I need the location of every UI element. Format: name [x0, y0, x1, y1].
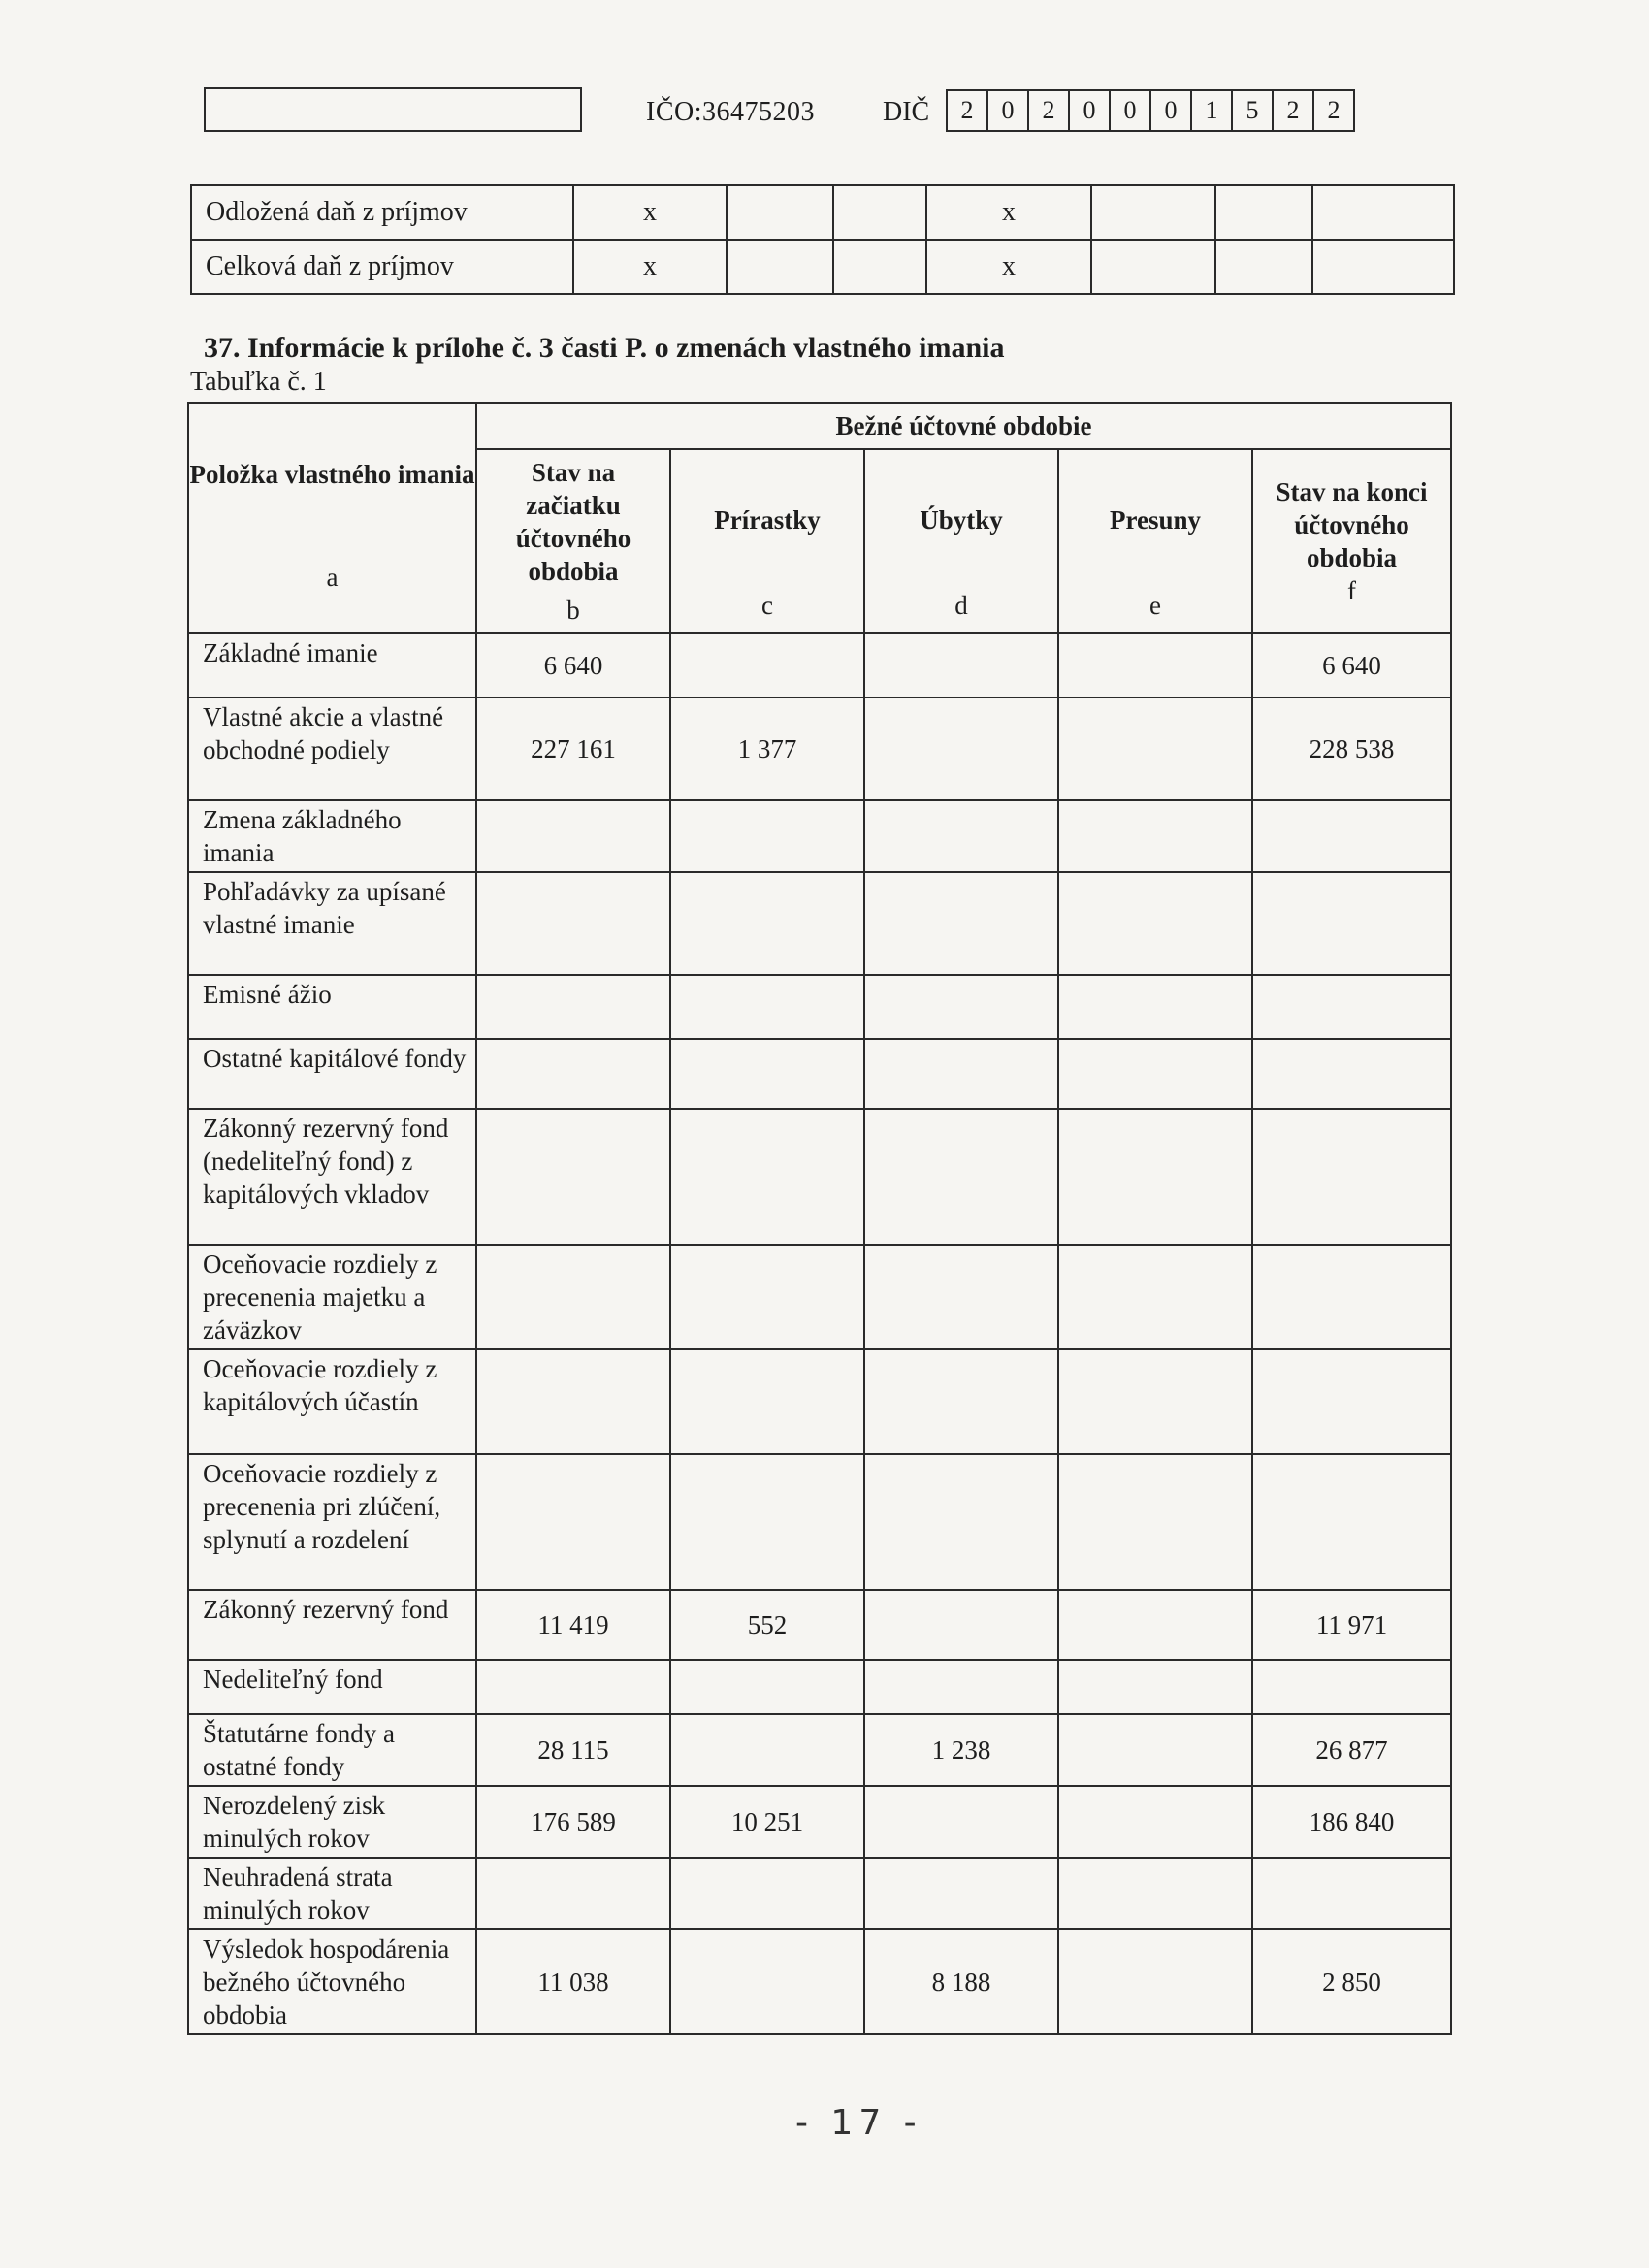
- cell-transfers: [1058, 697, 1252, 800]
- table-row: [188, 697, 1451, 800]
- cell-closing-balance: 186 840: [1252, 1786, 1451, 1858]
- cell-transfers: [1058, 1858, 1252, 1929]
- cell-opening-balance: [476, 872, 670, 975]
- col-letter: c: [761, 591, 773, 620]
- cell-increases: [670, 1245, 864, 1349]
- row-label: Celková daň z príjmov: [191, 240, 573, 294]
- cell-opening-balance: [476, 1454, 670, 1590]
- table-row: [188, 872, 1451, 975]
- cell-empty: [727, 240, 833, 294]
- cell-closing-balance: [1252, 1245, 1451, 1349]
- cell-transfers: [1058, 1109, 1252, 1245]
- cell-empty: [1091, 240, 1215, 294]
- row-label: Oceňovacie rozdiely z precenenia pri zlúčení, splynutí a rozdelení: [188, 1454, 476, 1590]
- cell-closing-balance: [1252, 1660, 1451, 1714]
- cell-transfers: [1058, 633, 1252, 697]
- cell-decreases: [864, 1039, 1058, 1109]
- col-c-header-text: Prírastky: [714, 505, 821, 535]
- cell-decreases: [864, 1660, 1058, 1714]
- row-label: Výsledok hospodárenia bežného účtovného obdobia: [188, 1929, 476, 2034]
- row-label: Oceňovacie rozdiely z precenenia majetku a záväzkov: [188, 1245, 476, 1349]
- row-label: Štatutárne fondy a ostatné fondy: [188, 1714, 476, 1786]
- dic-digit: 0: [1111, 89, 1151, 132]
- cell-opening-balance: 176 589: [476, 1786, 670, 1858]
- cell-transfers: [1058, 1929, 1252, 2034]
- table-row: [188, 633, 1451, 697]
- cell-increases: [670, 1929, 864, 2034]
- dic-digit: 1: [1192, 89, 1233, 132]
- row-label: Ostatné kapitálové fondy: [188, 1039, 476, 1109]
- cell-increases: [670, 872, 864, 975]
- col-e-header: [1058, 449, 1252, 633]
- cell-closing-balance: [1252, 872, 1451, 975]
- table-row: [188, 1454, 1451, 1590]
- table-row: [191, 185, 1454, 240]
- cell-decreases: [864, 975, 1058, 1039]
- cell-opening-balance: [476, 1039, 670, 1109]
- row-label: Vlastné akcie a vlastné obchodné podiely: [188, 697, 476, 800]
- cell-closing-balance: [1252, 975, 1451, 1039]
- col-letter: e: [1149, 591, 1161, 620]
- cell-empty: [1312, 240, 1454, 294]
- col-letter: f: [1347, 576, 1356, 605]
- col-letter: d: [954, 591, 968, 620]
- dic-digit: 2: [1029, 89, 1070, 132]
- cell-decreases: [864, 800, 1058, 872]
- row-label: Pohľadávky za upísané vlastné imanie: [188, 872, 476, 975]
- cell-opening-balance: [476, 800, 670, 872]
- table-row: [188, 1039, 1451, 1109]
- cell-transfers: [1058, 975, 1252, 1039]
- cell-closing-balance: [1252, 1109, 1451, 1245]
- cell-transfers: [1058, 1349, 1252, 1454]
- cell-transfers: [1058, 1714, 1252, 1786]
- cell-closing-balance: 2 850: [1252, 1929, 1451, 2034]
- cell-increases: [670, 1660, 864, 1714]
- col-d-header: [864, 449, 1058, 633]
- table-row: [188, 1590, 1451, 1660]
- table-row: [188, 1660, 1451, 1714]
- dic-digit-boxes: [946, 89, 1355, 132]
- col-letter: a: [326, 563, 339, 592]
- row-label: Nerozdelený zisk minulých rokov: [188, 1786, 476, 1858]
- table-row: [188, 800, 1451, 872]
- cell-increases: [670, 1039, 864, 1109]
- cell-empty: [833, 185, 926, 240]
- cell-empty: [1215, 185, 1312, 240]
- cell-empty: [727, 185, 833, 240]
- cell-decreases: [864, 1590, 1058, 1660]
- row-label: Zákonný rezervný fond: [188, 1590, 476, 1660]
- cell-mark: x: [926, 240, 1091, 294]
- cell-increases: [670, 975, 864, 1039]
- cell-closing-balance: 6 640: [1252, 633, 1451, 697]
- cell-decreases: [864, 697, 1058, 800]
- row-label: Základné imanie: [188, 633, 476, 697]
- cell-increases: [670, 1109, 864, 1245]
- col-f-header-text: Stav na konci účtovného obdobia: [1276, 477, 1428, 572]
- cell-increases: [670, 1454, 864, 1590]
- cell-opening-balance: 11 038: [476, 1929, 670, 2034]
- cell-closing-balance: [1252, 1039, 1451, 1109]
- cell-mark: x: [926, 185, 1091, 240]
- cell-opening-balance: 6 640: [476, 633, 670, 697]
- dic-digit: 0: [1151, 89, 1192, 132]
- cell-closing-balance: [1252, 1454, 1451, 1590]
- cell-closing-balance: [1252, 800, 1451, 872]
- cell-opening-balance: [476, 1109, 670, 1245]
- row-label: Neuhradená strata minulých rokov: [188, 1858, 476, 1929]
- cell-closing-balance: [1252, 1349, 1451, 1454]
- table-row: [188, 1858, 1451, 1929]
- cell-empty: [833, 240, 926, 294]
- cell-decreases: [864, 1454, 1058, 1590]
- row-label: Zmena základného imania: [188, 800, 476, 872]
- cell-transfers: [1058, 1039, 1252, 1109]
- cell-opening-balance: [476, 1349, 670, 1454]
- table-row: [188, 1786, 1451, 1858]
- table-row: [188, 1109, 1451, 1245]
- cell-opening-balance: [476, 1660, 670, 1714]
- cell-decreases: [864, 1349, 1058, 1454]
- cell-opening-balance: [476, 1245, 670, 1349]
- cell-transfers: [1058, 1245, 1252, 1349]
- row-label: Oceňovacie rozdiely z kapitálových účastín: [188, 1349, 476, 1454]
- col-e-header-text: Presuny: [1109, 505, 1201, 535]
- cell-mark: x: [573, 240, 727, 294]
- table-row: [188, 1714, 1451, 1786]
- dic-digit: 2: [1274, 89, 1314, 132]
- cell-empty: [1312, 185, 1454, 240]
- table-row: [191, 240, 1454, 294]
- cell-transfers: [1058, 1660, 1252, 1714]
- cell-decreases: [864, 633, 1058, 697]
- dic-label: DIČ: [883, 97, 930, 127]
- cell-closing-balance: [1252, 1858, 1451, 1929]
- cell-increases: 10 251: [670, 1786, 864, 1858]
- cell-transfers: [1058, 1454, 1252, 1590]
- equity-changes-table: [187, 402, 1452, 2035]
- cell-closing-balance: 26 877: [1252, 1714, 1451, 1786]
- col-d-header-text: Úbytky: [920, 505, 1003, 535]
- dic-digit: 2: [1314, 89, 1355, 132]
- cell-increases: 1 377: [670, 697, 864, 800]
- table-row: [188, 1349, 1451, 1454]
- cell-opening-balance: 11 419: [476, 1590, 670, 1660]
- row-label: Emisné ážio: [188, 975, 476, 1039]
- blank-field-box: [204, 87, 582, 132]
- income-tax-table: [190, 184, 1455, 295]
- cell-decreases: [864, 1245, 1058, 1349]
- col-letter: b: [566, 596, 580, 625]
- cell-decreases: [864, 1858, 1058, 1929]
- cell-transfers: [1058, 800, 1252, 872]
- col-b-header-text: Stav na začiatku účtovného obdobia: [515, 458, 631, 586]
- cell-decreases: 8 188: [864, 1929, 1058, 2034]
- cell-closing-balance: 228 538: [1252, 697, 1451, 800]
- cell-opening-balance: [476, 1858, 670, 1929]
- cell-increases: [670, 800, 864, 872]
- col-a-header-text: Položka vlastného imania: [189, 460, 475, 489]
- cell-transfers: [1058, 872, 1252, 975]
- cell-opening-balance: [476, 975, 670, 1039]
- cell-empty: [1215, 240, 1312, 294]
- cell-opening-balance: 28 115: [476, 1714, 670, 1786]
- cell-empty: [1091, 185, 1215, 240]
- col-c-header: [670, 449, 864, 633]
- col-f-header: [1252, 449, 1451, 633]
- cell-decreases: [864, 1786, 1058, 1858]
- cell-increases: 552: [670, 1590, 864, 1660]
- cell-increases: [670, 1349, 864, 1454]
- col-a-header: [188, 403, 476, 633]
- cell-increases: [670, 1714, 864, 1786]
- row-label: Zákonný rezervný fond (nedeliteľný fond) z kapitálových vkladov: [188, 1109, 476, 1245]
- cell-decreases: [864, 1109, 1058, 1245]
- cell-transfers: [1058, 1786, 1252, 1858]
- section-title: 37. Informácie k prílohe č. 3 časti P. o zmenách vlastného imania: [204, 332, 1005, 364]
- cell-mark: x: [573, 185, 727, 240]
- table-row: [188, 975, 1451, 1039]
- cell-decreases: [864, 872, 1058, 975]
- row-label: Odložená daň z príjmov: [191, 185, 573, 240]
- cell-increases: [670, 633, 864, 697]
- col-b-header: [476, 449, 670, 633]
- dic-digit: 2: [946, 89, 988, 132]
- cell-decreases: 1 238: [864, 1714, 1058, 1786]
- page-number: - 17 -: [795, 2103, 922, 2143]
- ico-text: IČO:36475203: [646, 97, 815, 127]
- group-header: Bežné účtovné obdobie: [476, 403, 1451, 449]
- dic-digit: 5: [1233, 89, 1274, 132]
- table-label: Tabuľka č. 1: [190, 367, 327, 397]
- table-row: [188, 1245, 1451, 1349]
- dic-digit: 0: [988, 89, 1029, 132]
- dic-digit: 0: [1070, 89, 1111, 132]
- header-row: [188, 403, 1451, 449]
- row-label: Nedeliteľný fond: [188, 1660, 476, 1714]
- cell-closing-balance: 11 971: [1252, 1590, 1451, 1660]
- cell-increases: [670, 1858, 864, 1929]
- table-row: [188, 1929, 1451, 2034]
- cell-transfers: [1058, 1590, 1252, 1660]
- cell-opening-balance: 227 161: [476, 697, 670, 800]
